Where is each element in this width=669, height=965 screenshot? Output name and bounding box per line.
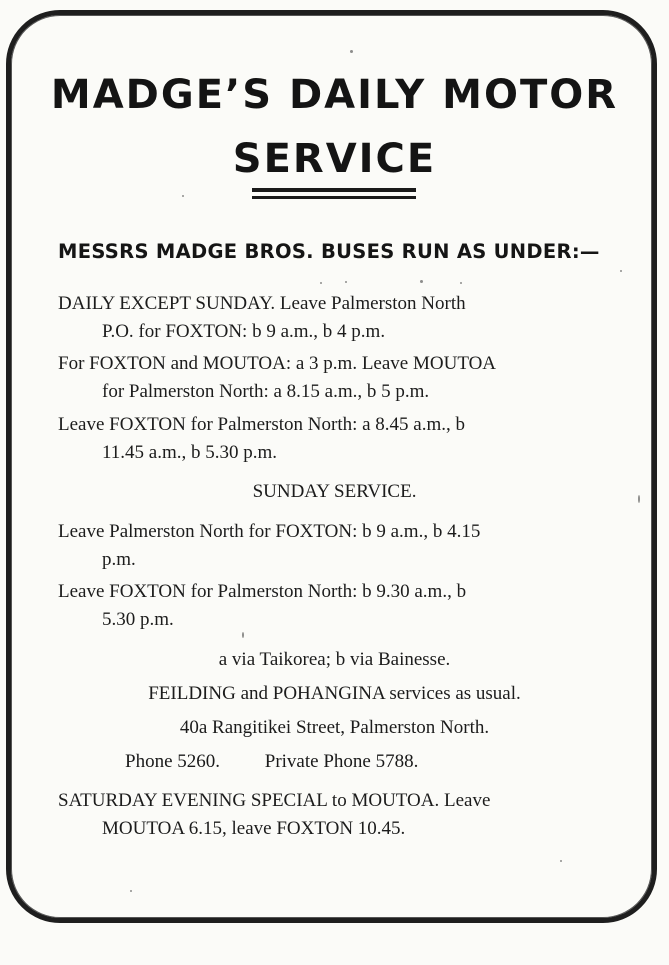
headline-line-1: MADGE’S DAILY MOTOR: [50, 72, 619, 118]
weekday-service-foxton-line-1: DAILY EXCEPT SUNDAY. Leave Palmerston North: [58, 293, 466, 314]
headline-line-2: SERVICE: [232, 136, 437, 182]
weekday-service-foxton: [58, 290, 618, 346]
private-phone: Private Phone 5788.: [264, 751, 419, 772]
sunday-service-outbound-line-2: p.m.: [102, 549, 136, 570]
sunday-service-outbound: [58, 518, 618, 574]
sunday-service-outbound-line-1: Leave Palmerston North for FOXTON: b 9 a.m., b 4.15: [58, 521, 481, 542]
other-services-note: FEILDING and POHANGINA services as usual.: [148, 683, 521, 704]
weekday-service-return-line-1: Leave FOXTON for Palmerston North: a 8.45 a.m., b: [58, 414, 466, 435]
saturday-special: [58, 787, 618, 843]
weekday-service-foxton-line-2: P.O. for FOXTON: b 9 a.m., b 4 p.m.: [102, 321, 386, 342]
route-legend: a via Taikorea; b via Bainesse.: [218, 649, 451, 670]
weekday-service-moutoa: [58, 350, 618, 406]
weekday-service-return-line-2: 11.45 a.m., b 5.30 p.m.: [102, 442, 278, 463]
sunday-service-return-line-2: 5.30 p.m.: [102, 609, 174, 630]
headline-underline-thin: [252, 196, 416, 199]
sunday-service-return-line-1: Leave FOXTON for Palmerston North: b 9.30 a.m., b: [58, 581, 467, 602]
subheading: MESSRS MADGE BROS. BUSES RUN AS UNDER:—: [58, 240, 600, 263]
headline-underline-thick: [252, 188, 416, 192]
office-address: 40a Rangitikei Street, Palmerston North.: [179, 717, 490, 738]
office-phone: Phone 5260.: [125, 751, 220, 772]
weekday-service-return: [58, 411, 618, 467]
phone-numbers: [125, 748, 418, 776]
weekday-service-moutoa-line-2: for Palmerston North: a 8.15 a.m., b 5 p.m.: [102, 381, 430, 402]
saturday-special-line-2: MOUTOA 6.15, leave FOXTON 10.45.: [102, 818, 406, 839]
sunday-service-return: [58, 578, 618, 634]
saturday-special-line-1: SATURDAY EVENING SPECIAL to MOUTOA. Leave: [58, 790, 491, 811]
weekday-service-moutoa-line-1: For FOXTON and MOUTOA: a 3 p.m. Leave MOUTOA: [58, 353, 497, 374]
sunday-service-title: SUNDAY SERVICE.: [252, 481, 417, 502]
